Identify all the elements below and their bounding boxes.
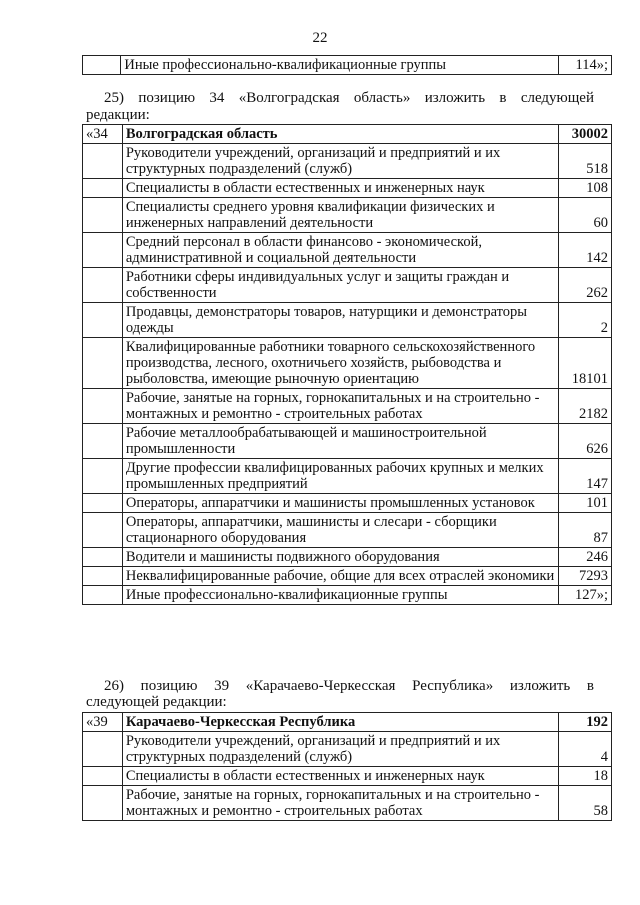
top-continuation-table bbox=[82, 55, 612, 75]
row-value: 114»; bbox=[559, 56, 612, 75]
region-total: 30002 bbox=[559, 125, 612, 144]
region-name: Волгоградская область bbox=[122, 125, 558, 144]
row-value: 87 bbox=[559, 513, 612, 548]
table-row bbox=[83, 268, 612, 303]
row-value: 246 bbox=[559, 548, 612, 567]
section-25-intro-line2: редакции: bbox=[86, 107, 150, 123]
code-cell bbox=[83, 56, 121, 75]
table-row bbox=[83, 233, 612, 268]
table-row bbox=[83, 338, 612, 389]
code-cell bbox=[83, 303, 123, 338]
code-cell bbox=[83, 567, 123, 586]
row-label: Квалифицированные работники товарного сельскохозяйственного производства, лесного, охотничьего хозяйств, рыбоводства и рыболовства, имеющие рыночную ориентацию bbox=[122, 338, 558, 389]
section-26-intro-line2: следующей редакции: bbox=[86, 694, 227, 710]
table-header-row bbox=[83, 125, 612, 144]
row-label: Руководители учреждений, организаций и предприятий и их структурных подразделений (служб) bbox=[122, 732, 558, 767]
row-label: Специалисты среднего уровня квалификации физических и инженерных направлений деятельности bbox=[122, 198, 558, 233]
table-row bbox=[83, 548, 612, 567]
row-value: 147 bbox=[559, 459, 612, 494]
row-value: 4 bbox=[559, 732, 612, 767]
row-value: 60 bbox=[559, 198, 612, 233]
row-label: Специалисты в области естественных и инженерных наук bbox=[122, 179, 558, 198]
code-cell bbox=[83, 586, 123, 605]
code-cell bbox=[83, 233, 123, 268]
code-cell bbox=[83, 494, 123, 513]
row-value: 626 bbox=[559, 424, 612, 459]
table-row bbox=[83, 179, 612, 198]
table-row bbox=[83, 767, 612, 786]
row-label: Рабочие, занятые на горных, горнокапитальных и на строительно - монтажных и ремонтно - строительных работах bbox=[122, 389, 558, 424]
row-value: 18 bbox=[559, 767, 612, 786]
table-row bbox=[83, 586, 612, 605]
code-cell bbox=[83, 144, 123, 179]
region-code: «34 bbox=[83, 125, 123, 144]
table-row bbox=[83, 56, 612, 75]
row-label: Иные профессионально-квалификационные группы bbox=[122, 586, 558, 605]
code-cell bbox=[83, 198, 123, 233]
row-label: Водители и машинисты подвижного оборудования bbox=[122, 548, 558, 567]
row-label: Специалисты в области естественных и инженерных наук bbox=[122, 767, 558, 786]
row-value: 2182 bbox=[559, 389, 612, 424]
table-row bbox=[83, 424, 612, 459]
page-number: 22 bbox=[312, 30, 328, 46]
table-row bbox=[83, 198, 612, 233]
table-row bbox=[83, 567, 612, 586]
row-label: Другие профессии квалифицированных рабочих крупных и мелких промышленных предприятий bbox=[122, 459, 558, 494]
row-value: 108 bbox=[559, 179, 612, 198]
section-25-line1: 25) позицию 34 «Волгоградская область» изложить в следующей bbox=[104, 90, 594, 106]
table-row bbox=[83, 786, 612, 821]
table-row bbox=[83, 732, 612, 767]
row-label: Продавцы, демонстраторы товаров, натурщики и демонстраторы одежды bbox=[122, 303, 558, 338]
row-value: 18101 bbox=[559, 338, 612, 389]
table-row bbox=[83, 303, 612, 338]
region-total: 192 bbox=[559, 713, 612, 732]
code-cell bbox=[83, 179, 123, 198]
section-26-line1: 26) позицию 39 «Карачаево-Черкесская Республика» изложить в bbox=[104, 678, 594, 694]
row-value: 262 bbox=[559, 268, 612, 303]
volgograd-table bbox=[82, 124, 612, 605]
table-row bbox=[83, 459, 612, 494]
row-value: 2 bbox=[559, 303, 612, 338]
row-label: Средний персонал в области финансово - экономической, административной и социальной деятельности bbox=[122, 233, 558, 268]
code-cell bbox=[83, 786, 123, 821]
row-label: Работники сферы индивидуальных услуг и защиты граждан и собственности bbox=[122, 268, 558, 303]
karachay-cherkess-table bbox=[82, 712, 612, 821]
code-cell bbox=[83, 767, 123, 786]
row-label: Иные профессионально-квалификационные группы bbox=[121, 56, 559, 75]
code-cell bbox=[83, 459, 123, 494]
table-header-row bbox=[83, 713, 612, 732]
region-code: «39 bbox=[83, 713, 123, 732]
code-cell bbox=[83, 268, 123, 303]
row-value: 142 bbox=[559, 233, 612, 268]
code-cell bbox=[83, 338, 123, 389]
code-cell bbox=[83, 424, 123, 459]
code-cell bbox=[83, 513, 123, 548]
row-value: 101 bbox=[559, 494, 612, 513]
table-row bbox=[83, 144, 612, 179]
row-label: Рабочие, занятые на горных, горнокапитальных и на строительно - монтажных и ремонтно - строительных работах bbox=[122, 786, 558, 821]
region-name: Карачаево-Черкесская Республика bbox=[122, 713, 558, 732]
code-cell bbox=[83, 732, 123, 767]
row-label: Неквалифицированные рабочие, общие для всех отраслей экономики bbox=[122, 567, 558, 586]
table-row bbox=[83, 494, 612, 513]
section-26-intro bbox=[104, 678, 594, 695]
table-row bbox=[83, 513, 612, 548]
row-label: Руководители учреждений, организаций и предприятий и их структурных подразделений (служб) bbox=[122, 144, 558, 179]
row-value: 518 bbox=[559, 144, 612, 179]
row-label: Рабочие металлообрабатывающей и машиностроительной промышленности bbox=[122, 424, 558, 459]
table-row bbox=[83, 389, 612, 424]
section-25-intro bbox=[104, 90, 594, 107]
code-cell bbox=[83, 548, 123, 567]
row-value: 7293 bbox=[559, 567, 612, 586]
code-cell bbox=[83, 389, 123, 424]
row-label: Операторы, аппаратчики и машинисты промышленных установок bbox=[122, 494, 558, 513]
row-value: 127»; bbox=[559, 586, 612, 605]
row-label: Операторы, аппаратчики, машинисты и слесари - сборщики стационарного оборудования bbox=[122, 513, 558, 548]
row-value: 58 bbox=[559, 786, 612, 821]
